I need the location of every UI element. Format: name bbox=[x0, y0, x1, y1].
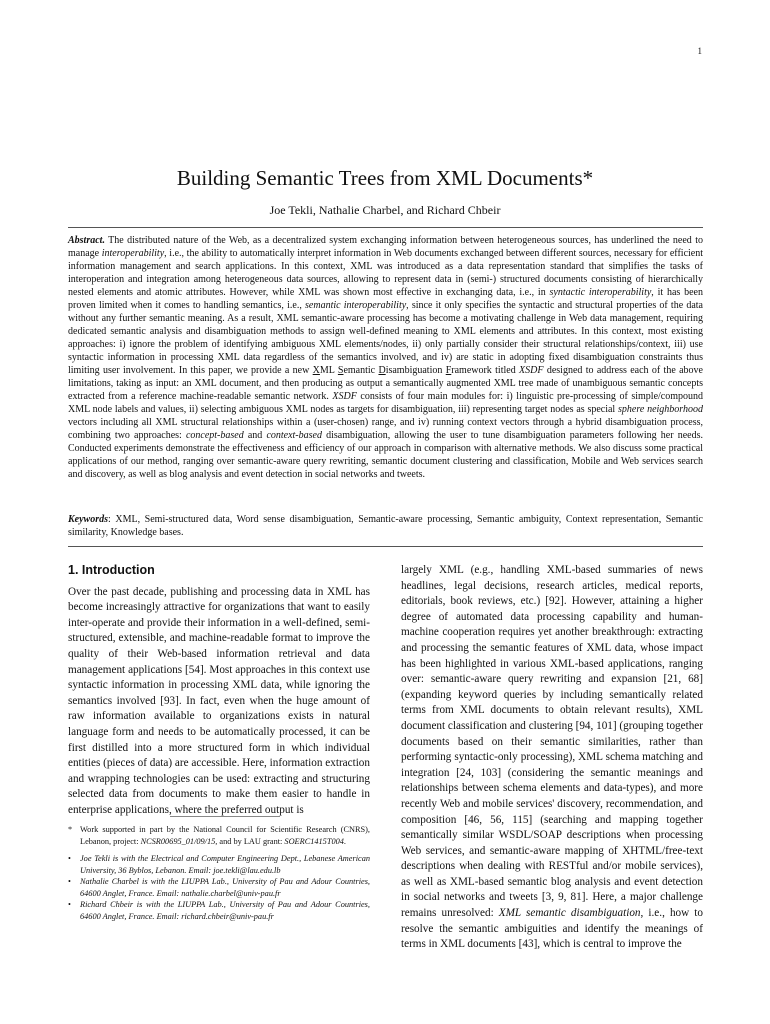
footnote-funding: * Work supported in part by the National Council for Scientific Research (CNRS), Lebanon, project: NCSR00695_01/09/15, and by LAU grant: SOERC1415T004. bbox=[68, 825, 370, 846]
abstract-top-rule bbox=[68, 227, 703, 228]
footnote-affiliation: • Joe Tekli is with the Electrical and Computer Engineering Dept., Lebanese American University, 36 Byblos, Lebanon. Email: joe.tekli@lau.edu.lb bbox=[68, 854, 370, 875]
left-column bbox=[68, 563, 370, 819]
abstract: Abstract. The distributed nature of the Web, as a decentralized system exchanging information between heterogeneous sources, has underlined the need to manage interoperability, i.e., the ability to automatically interpret information in Web documents exchanged between different sources, necessary for efficient information management and search applications. In this context, XML was introduced as a data representation standard that simplifies the tasks of interoperation and integration among heterogeneous data sources, allowing to represent data in (semi-) structured documents consisting of hierarchically nested elements and atomic attributes. However, while XML was shown most effective in exchanging data, i.e., in syntactic interoperability, it has been proven limited when it comes to handling semantics, i.e., semantic interoperability, since it only specifies the syntactic and structural properties of the data without any further semantic meaning. As a result, XML semantic-aware processing has become a motivating challenge in Web data management, requiring dedicated semantic analysis and disambiguation methods to assign well-defined meaning to XML elements and attributes. In this context, most existing approaches: i) ignore the problem of identifying ambiguous XML elements/nodes, ii) only partially consider their structural relationships/context, iii) use syntactic information in processing XML data regardless of the semantics involved, and iv) are static in adopting fixed disambiguation constraints thus limiting user involvement. In this paper, we provide a new XML Semantic Disambiguation Framework titled XSDF designed to address each of the above limitations, taking as input: an XML document, and then producing as output a semantically augmented XML tree made of unambiguous semantic concepts extracted from a reference machine-readable semantic network. XSDF consists of four main modules for: i) linguistic pre-processing of simple/compound XML node labels and values, ii) selecting ambiguous XML nodes as targets for disambiguation, iii) representing target nodes as special sphere neighborhood vectors including all XML structural relationships within a (user-chosen) range, and iv) running context vectors through a hybrid disambiguation process, combining two approaches: concept-based and context-based disambiguation, allowing the user to tune disambiguation parameters following her needs. Conducted experiments demonstrate the effectiveness and efficiency of our approach in comparison with alternative methods. We also discuss some practical applications of our method, ranging over semantic-aware query rewriting, semantic document clustering and classification, Mobile and Web services search and discovery, as well as blog analysis and event detection in social networks and tweets. bbox=[68, 235, 704, 480]
footnote-star-mark: * bbox=[68, 825, 73, 834]
footnote-affiliation: • Nathalie Charbel is with the LIUPPA Lab., University of Pau and Adour Countries, 64600 Anglet, France. Email: nathalie.charbel@univ-pau.fr bbox=[68, 877, 370, 898]
bullet-icon: • bbox=[68, 900, 71, 909]
right-column bbox=[401, 563, 703, 953]
abstract-bottom-rule bbox=[68, 546, 703, 547]
intro-paragraph-left: Over the past decade, publishing and processing data in XML has become increasingly attractive for organizations that want to easily inter-operate and provide their information in a well-defined, semi-structured, extensible, and machine-readable format to improve the quality of their Web-based information retrieval and data management applications [54]. Most approaches in this context use syntactic information in processing XML data, while ignoring the semantics involved [93]. In fact, even when the huge amount of raw information available to organizations exists in natural language form and needs to be automatically processed, it can be first distilled into a more structured form in which individual entities (pieces of data) are accessible. Here, information extraction and wrapping technologies can be used: extracting and structuring selected data from documents to make them easier to handle in enterprise applications, where the preferred output is bbox=[68, 585, 370, 816]
footnote-affiliation: • Richard Chbeir is with the LIUPPA Lab., University of Pau and Adour Countries, 64600 Anglet, France. Email: richard.chbeir@univ-pau.fr bbox=[68, 900, 370, 921]
footnote-rule bbox=[170, 816, 280, 817]
page-number: 1 bbox=[697, 46, 702, 56]
intro-paragraph-right: largely XML (e.g., handling XML-based summaries of news headlines, legal decisions, research articles, medical reports, editorials, book reviews, etc.) [92]. However, attaining a higher degree of automated data processing capability and human-machine cooperation requires yet another breakthrough: extracting and processing the semantic features of XML data, whose impact has been highlighted in various XML-based applications, ranging over: semantic-aware query rewriting and expansion [21, 68] (expanding keyword queries by including semantically related terms from XML documents to obtain relevant results), XML document classification and clustering [94, 101] (grouping together documents based on their semantic similarities, rather than performing syntactic-only processing), XML schema matching and integration [24, 103] (considering the semantic meanings and relationships between schema elements and data-types), and more recently Web and mobile services' discovery, recommendation, and composition [46, 56, 115] (searching and mapping together semantically similar WSDL/SOAP descriptions when processing Web services, and semantic-aware mapping of XHTML/free-text descriptions when dealing with RESTful and/or mobile services), as well as XML-based semantic blog analysis and event detection in social networks and tweets [3, 9, 81]. Here, a major challenge remains unresolved: XML semantic disambiguation, i.e., how to resolve the semantic ambiguities and identify the meanings of terms in XML documents [43], which is central to improve the bbox=[401, 564, 703, 951]
section-heading-introduction: 1. Introduction bbox=[68, 563, 155, 577]
author-list: Joe Tekli, Nathalie Charbel, and Richard Chbeir bbox=[269, 203, 501, 217]
bullet-icon: • bbox=[68, 854, 71, 863]
bullet-icon: • bbox=[68, 877, 71, 886]
author-affiliations bbox=[68, 853, 370, 922]
keywords: Keywords: XML, Semi-structured data, Word sense disambiguation, Semantic-aware processing, Semantic ambiguity, Context representation, Semantic similarity, Knowledge bases. bbox=[68, 514, 703, 538]
keywords-label: Keywords bbox=[68, 514, 108, 525]
abstract-label: Abstract. bbox=[68, 235, 105, 246]
footnotes bbox=[68, 824, 370, 922]
paper-title: Building Semantic Trees from XML Documents* bbox=[176, 166, 594, 190]
